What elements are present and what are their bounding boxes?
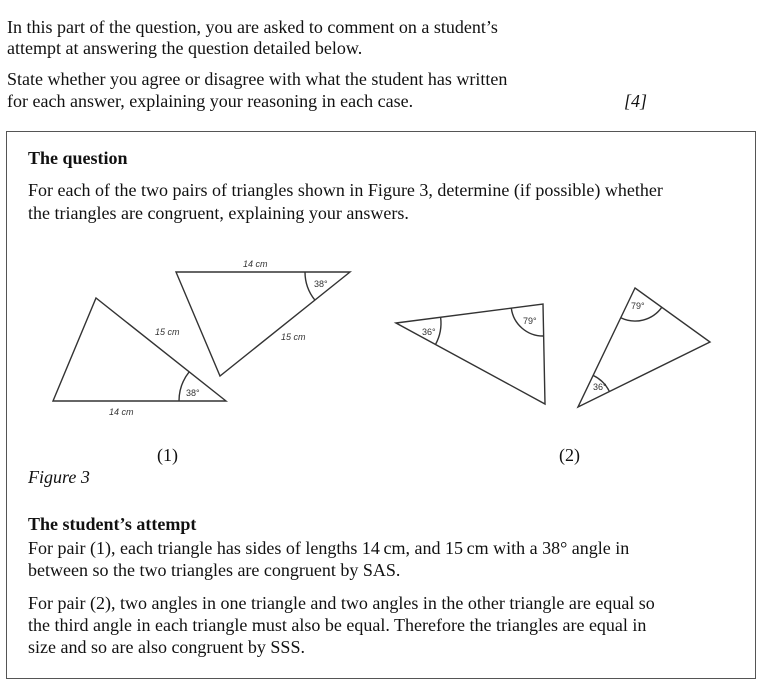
angle-label: 38° [186, 388, 200, 398]
question-line: For each of the two pairs of triangles shown in Figure 3, determine (if possible) whether [28, 180, 663, 200]
pair-2-label: (2) [559, 445, 580, 465]
question-heading: The question [28, 148, 128, 168]
intro-line: In this part of the question, you are asked to comment on a student’s [7, 17, 498, 37]
attempt-line: For pair (1), each triangle has sides of lengths 14 cm, and 15 cm with a 38° angle in [28, 538, 630, 558]
attempt-line: size and so are also congruent by SSS. [28, 637, 305, 657]
marks-label: [4] [624, 91, 648, 111]
attempt-heading: The student’s attempt [28, 514, 197, 534]
angle-label: 38° [314, 279, 328, 289]
side-label: 14 cm [243, 259, 268, 269]
intro-line: attempt at answering the question detailed below. [7, 38, 363, 58]
attempt-line: the third angle in each triangle must also be equal. Therefore the triangles are equal in [28, 615, 647, 635]
angle-label: 79° [523, 316, 537, 326]
figure-caption: Figure 3 [28, 467, 90, 487]
pair-1-label: (1) [157, 445, 178, 465]
angle-arc [436, 317, 441, 344]
angle-label: 79° [631, 301, 645, 311]
instruction-line: for each answer, explaining your reasoning in each case. [7, 91, 414, 111]
side-label: 15 cm [155, 327, 180, 337]
attempt-line: between so the two triangles are congruent by SAS. [28, 560, 401, 580]
triangle-1a [53, 298, 226, 401]
side-label: 14 cm [109, 407, 134, 417]
angle-label: 36° [593, 382, 607, 392]
side-label: 15 cm [281, 332, 306, 342]
instruction-line: State whether you agree or disagree with what the student has written [7, 69, 508, 89]
angle-label: 36° [422, 327, 436, 337]
attempt-line: For pair (2), two angles in one triangle and two angles in the other triangle are equal so [28, 593, 655, 613]
question-line: the triangles are congruent, explaining your answers. [28, 203, 409, 223]
